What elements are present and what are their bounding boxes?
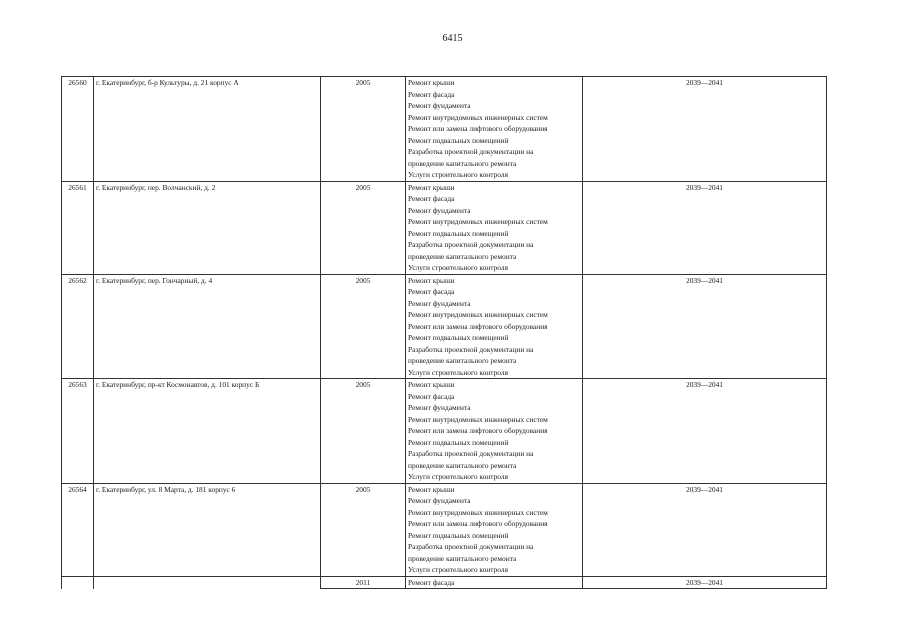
row-number: 26564 bbox=[62, 483, 94, 576]
repair-works-list bbox=[406, 181, 583, 274]
register-body bbox=[62, 77, 827, 589]
building-address: г. Екатеринбург, пер. Гончарный, д. 4 bbox=[94, 274, 321, 379]
row-number-continued bbox=[62, 576, 94, 589]
work-item: Ремонт внутридомовых инженерных систем bbox=[408, 507, 548, 517]
repair-works-list bbox=[406, 77, 583, 182]
repair-period: 2039—2041 bbox=[583, 181, 827, 274]
repair-works-list bbox=[406, 576, 583, 589]
work-item: Ремонт фундамента bbox=[408, 298, 471, 308]
table-row bbox=[62, 274, 827, 379]
repair-period: 2039—2041 bbox=[583, 483, 827, 576]
work-item: проведение капитального ремонта bbox=[408, 158, 517, 168]
work-item: Ремонт подвальных помещений bbox=[408, 333, 509, 342]
row-number: 26562 bbox=[62, 274, 94, 379]
work-item: проведение капитального ремонта bbox=[408, 251, 517, 261]
construction-year: 2005 bbox=[321, 274, 406, 379]
building-address: г. Екатеринбург, ул. 8 Марта, д. 181 корпус 6 bbox=[94, 483, 321, 576]
work-item: Ремонт фасада bbox=[408, 194, 455, 203]
work-item: Ремонт подвальных помещений bbox=[408, 228, 509, 238]
work-item: Ремонт подвальных помещений bbox=[408, 437, 509, 447]
construction-year: 2005 bbox=[321, 181, 406, 274]
table-row bbox=[62, 483, 827, 576]
building-address-continued bbox=[94, 576, 321, 589]
work-item: Ремонт фундамента bbox=[408, 496, 471, 505]
work-item: Услуги строительного контроля bbox=[408, 263, 508, 272]
building-address: г. Екатеринбург, пер. Волчанский, д. 2 bbox=[94, 181, 321, 274]
table-row-continuation bbox=[62, 576, 827, 589]
work-item: Услуги строительного контроля bbox=[408, 170, 508, 179]
work-item: Ремонт фасада bbox=[408, 577, 455, 587]
work-item: Разработка проектной документации на bbox=[408, 147, 534, 156]
building-address: г. Екатеринбург, б-р Культуры, д. 21 корпус А bbox=[94, 77, 321, 182]
work-item: Ремонт крыши bbox=[408, 275, 455, 285]
work-item: Ремонт фасада bbox=[408, 391, 455, 401]
work-item: Ремонт внутридомовых инженерных систем bbox=[408, 217, 548, 226]
construction-year: 2005 bbox=[321, 77, 406, 182]
work-item: Разработка проектной документации на bbox=[408, 240, 534, 249]
work-item: проведение капитального ремонта bbox=[408, 460, 517, 470]
work-item: Разработка проектной документации на bbox=[408, 542, 534, 551]
row-number: 26561 bbox=[62, 181, 94, 274]
repair-period: 2039—2041 bbox=[583, 576, 827, 589]
construction-year: 2011 bbox=[321, 576, 406, 589]
table-row bbox=[62, 379, 827, 484]
work-item: Ремонт фундамента bbox=[408, 101, 471, 110]
page-number: 6415 bbox=[442, 33, 463, 44]
work-item: Ремонт подвальных помещений bbox=[408, 530, 509, 540]
work-item: Ремонт подвальных помещений bbox=[408, 135, 509, 145]
work-item: Услуги строительного контроля bbox=[408, 472, 508, 481]
work-item: Ремонт фасада bbox=[408, 287, 455, 296]
construction-year: 2005 bbox=[321, 379, 406, 484]
work-item: Ремонт крыши bbox=[408, 484, 455, 494]
work-item: Ремонт крыши bbox=[408, 78, 455, 87]
repair-period: 2039—2041 bbox=[583, 77, 827, 182]
work-item: Услуги строительного контроля bbox=[408, 367, 508, 377]
capital-repair-register-table bbox=[61, 76, 827, 589]
work-item: Ремонт или замена лифтового оборудования bbox=[408, 321, 548, 331]
work-item: Ремонт внутридомовых инженерных систем bbox=[408, 310, 548, 319]
work-item: Ремонт фундамента bbox=[408, 205, 471, 215]
repair-works-list bbox=[406, 274, 583, 379]
work-item: Ремонт крыши bbox=[408, 380, 455, 389]
table-row bbox=[62, 181, 827, 274]
table-row bbox=[62, 77, 827, 182]
repair-period: 2039—2041 bbox=[583, 274, 827, 379]
construction-year: 2005 bbox=[321, 483, 406, 576]
work-item: Разработка проектной документации на bbox=[408, 344, 534, 354]
work-item: Ремонт или замена лифтового оборудования bbox=[408, 426, 548, 435]
work-item: проведение капитального ремонта bbox=[408, 553, 517, 563]
work-item: проведение капитального ремонта bbox=[408, 356, 517, 365]
work-item: Ремонт внутридомовых инженерных систем bbox=[408, 414, 548, 424]
repair-period: 2039—2041 bbox=[583, 379, 827, 484]
work-item: Ремонт или замена лифтового оборудования bbox=[408, 124, 548, 133]
row-number: 26563 bbox=[62, 379, 94, 484]
work-item: Ремонт или замена лифтового оборудования bbox=[408, 519, 548, 528]
work-item: Ремонт внутридомовых инженерных систем bbox=[408, 112, 548, 122]
work-item: Ремонт фундамента bbox=[408, 403, 471, 412]
work-item: Ремонт фасада bbox=[408, 89, 455, 99]
row-number: 26560 bbox=[62, 77, 94, 182]
repair-works-list bbox=[406, 379, 583, 484]
work-item: Разработка проектной документации на bbox=[408, 449, 534, 458]
building-address: г. Екатеринбург, пр-кт Космонавтов, д. 101 корпус Б bbox=[94, 379, 321, 484]
repair-works-list bbox=[406, 483, 583, 576]
work-item: Услуги строительного контроля bbox=[408, 565, 508, 574]
work-item: Ремонт крыши bbox=[408, 182, 455, 192]
